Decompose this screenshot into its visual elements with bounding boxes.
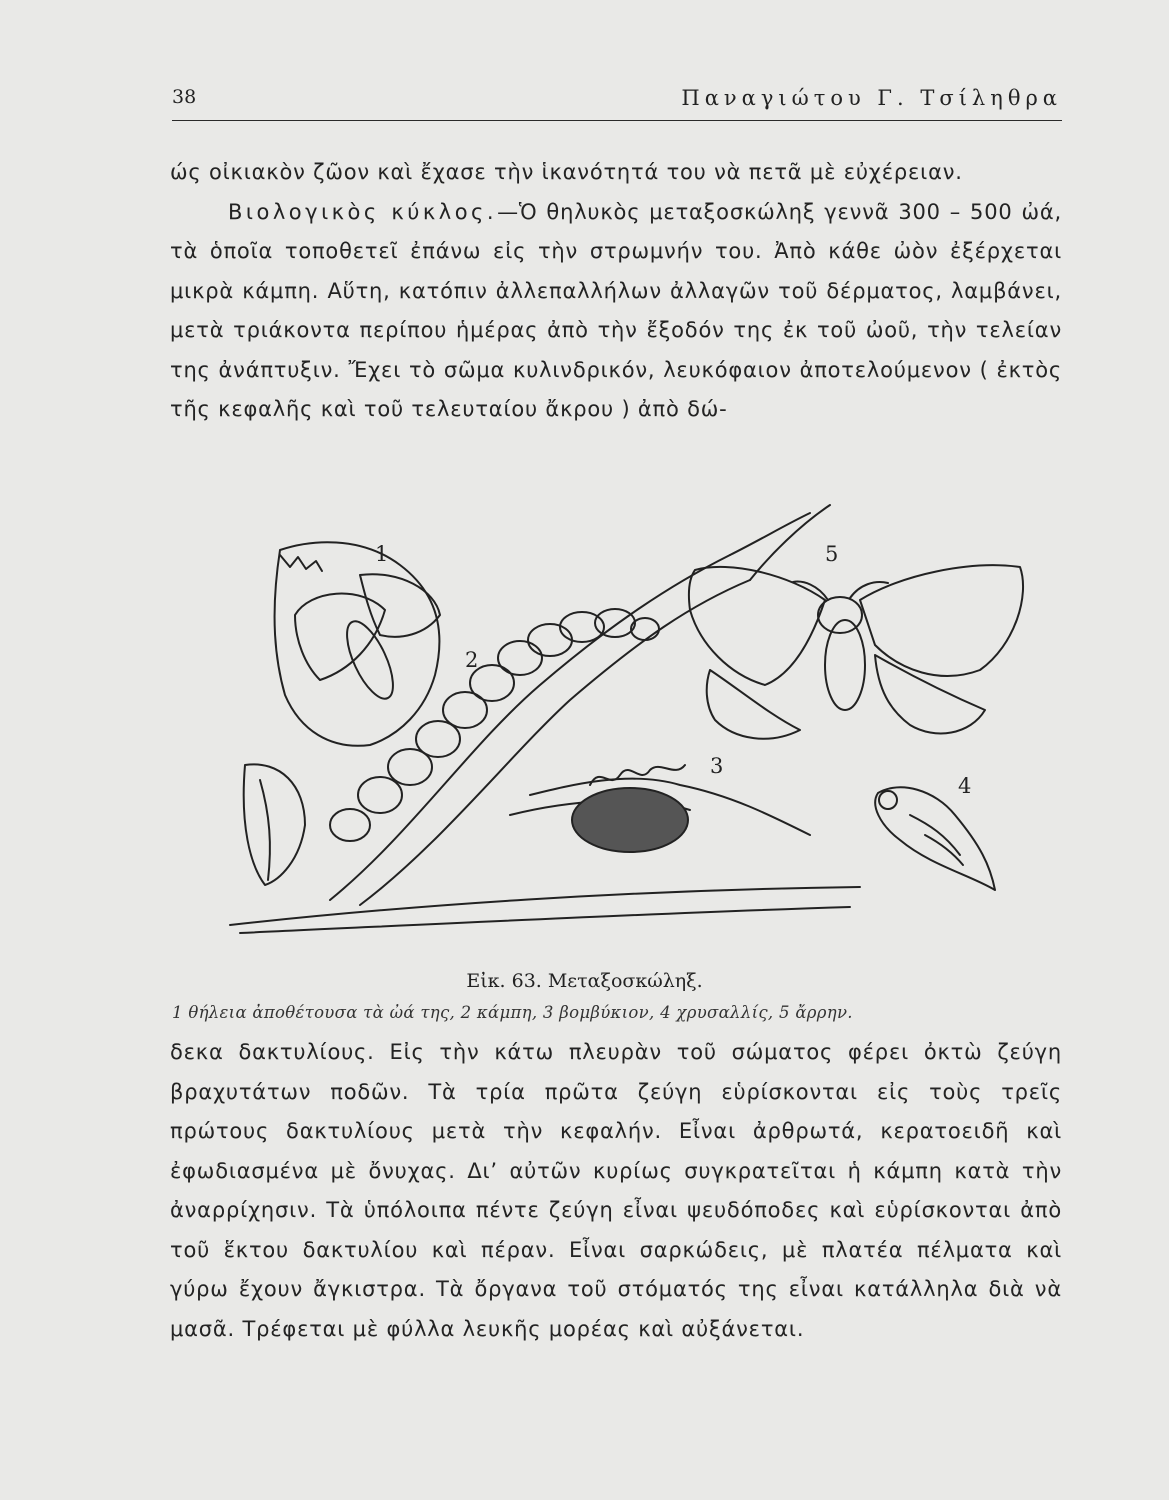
- figure-label-4: 4: [958, 774, 972, 798]
- paragraph-continuation: ώς οἰκιακὸν ζῶον καὶ ἔχασε τὴν ἱκανότητά του νὰ πετᾶ μὲ εὐχέρειαν.: [170, 160, 963, 184]
- chrysalis-eye: [879, 791, 897, 809]
- branch-main: [330, 555, 730, 900]
- cocoon: [572, 788, 688, 852]
- twig-2: [730, 513, 810, 555]
- page-number: 38: [172, 86, 197, 108]
- paragraph-caterpillar-description: δεκα δακτυλίους. Εἰς τὴν κάτω πλευρὰν τοῦ σώματος φέρει ὀκτὼ ζεύγη βραχυτάτων ποδῶν. Τὰ τρία πρῶτα ζεύγη εὑρίσκονται εἰς τοὺς τρεῖς πρώτους δακτυλίους μετὰ τὴν κεφαλήν. Εἶναι ἀρθρωτά, κερατοειδῆ καὶ ἐφωδιασμένα μὲ ὄνυχας. Δι’ αὐτῶν κυρίως συγκρατεῖται ἡ κάμπη κατὰ τὴν ἀναρρίχησιν. Τὰ ὑπόλοιπα πέντε ζεύγη εἶναι ψευδόποδες καὶ εὑρίσκονται ἀπὸ τοῦ ἕκτου δακτυλίου καὶ πέραν. Εἶναι σαρκώδεις, μὲ πλατέα πέλματα καὶ γύρω ἔχουν ἄγκιστρα. Τὰ ὄργανα τοῦ στόματός της εἶναι κατάλληλα διὰ νὰ μασᾶ. Τρέφεται μὲ φύλλα λευκῆς μορέας καὶ αὐξάνεται.: [170, 1040, 1062, 1341]
- moth-female-body: [338, 615, 403, 705]
- paragraph-life-cycle: [170, 193, 1062, 430]
- leaf-lower-vein: [260, 780, 270, 880]
- section-heading: Βιολογικὸς κύκλος.: [228, 199, 498, 224]
- chrysalis-bands: [910, 815, 963, 865]
- page-header: [172, 84, 1062, 121]
- leaf-lower-left: [244, 764, 305, 885]
- figure-label-5: 5: [825, 542, 839, 566]
- body-text-bottom: [170, 1033, 1062, 1349]
- moth-male-wing-left: [689, 567, 825, 685]
- branch-base-lower: [240, 907, 850, 933]
- chrysalis: [875, 787, 995, 890]
- branch-main-lower: [360, 580, 750, 905]
- moth-male-wing-right-lower: [875, 655, 985, 733]
- paragraph-life-cycle-body: —Ὁ θηλυκὸς μεταξοσκώληξ γεννᾶ 300 – 500 ὠά, τὰ ὁποῖα τοποθετεῖ ἐπάνω εἰς τὴν στρωμνήν του. Ἀπὸ κάθε ὠὸν ἐξέρχεται μικρὰ κάμπη. Αὕτη, κατόπιν ἀλλεπαλλήλων ἀλλαγῶν τοῦ δέρματος, λαμβάνει, μετὰ τριάκοντα περίπου ἡμέρας ἀπὸ τὴν ἔξοδόν της ἐκ τοῦ ὠοῦ, τὴν τελείαν της ἀνάπτυξιν. Ἔχει τὸ σῶμα κυλινδρικόν, λευκόφαιον ἀποτελούμενον ( ἐκτὸς τῆς κεφαλῆς καὶ τοῦ τελευταίου ἄκρου ) ἀπὸ δώ-: [170, 199, 1062, 421]
- running-head: Παναγιώτου Γ. Τσίληθρα: [681, 86, 1062, 110]
- silkworm-illustration: [210, 495, 1070, 945]
- figure-label-1: 1: [375, 542, 389, 566]
- figure-legend: 1 θήλεια ἀποθέτουσα τὰ ὠά της, 2 κάμπη, 3 βομβύκιον, 4 χρυσαλλίς, 5 ἄρρην.: [172, 1003, 853, 1022]
- leaf-serration: [280, 555, 322, 571]
- twig: [750, 505, 830, 580]
- body-text-top: [170, 153, 1062, 430]
- illustration-drawing: [210, 495, 1070, 945]
- moth-female-wing-right: [360, 574, 440, 637]
- figure-label-3: 3: [710, 754, 724, 778]
- figure-caption: Εἰκ. 63. Μεταξοσκώληξ.: [466, 970, 703, 992]
- moth-female-wing-left: [295, 594, 385, 680]
- figure-label-2: 2: [465, 648, 479, 672]
